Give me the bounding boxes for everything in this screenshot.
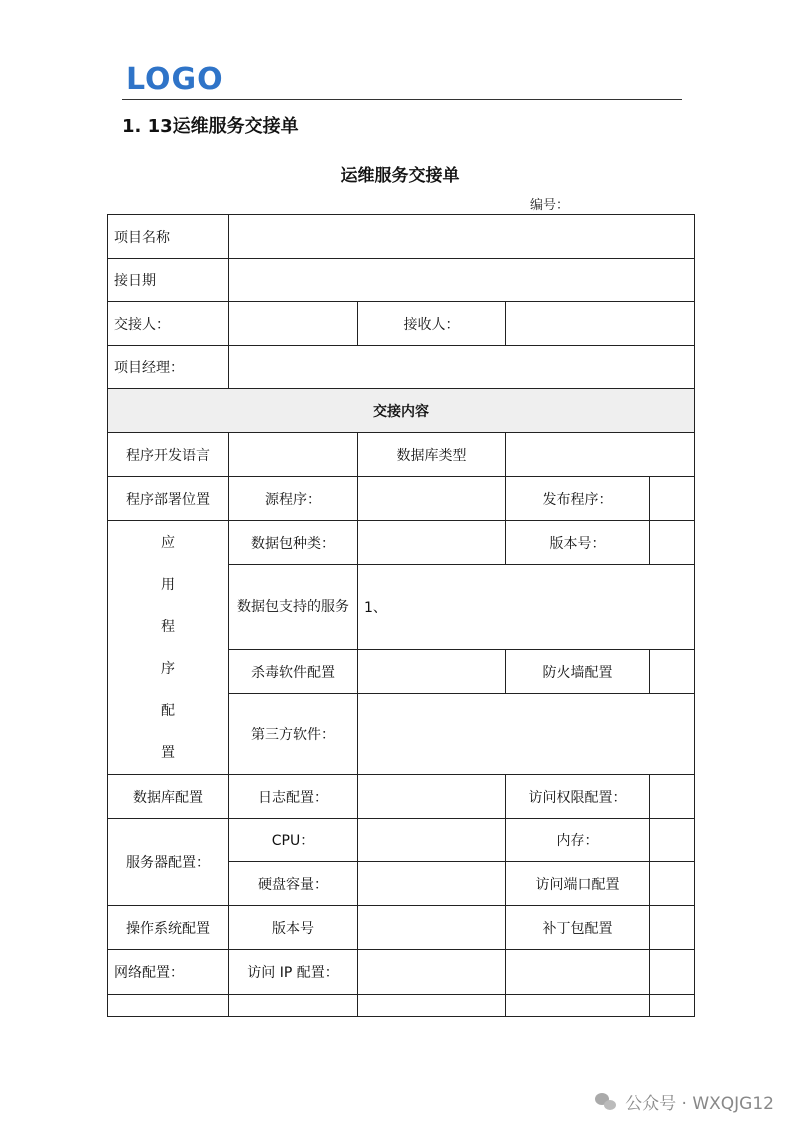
- receiver-label: 接收人：: [358, 302, 506, 346]
- access-ip-config-field[interactable]: [358, 950, 506, 995]
- network-extra-field[interactable]: [506, 950, 650, 995]
- row-server-cpu: [108, 819, 695, 862]
- section-title: 1. 13运维服务交接单: [122, 116, 299, 137]
- memory-label: 内存：: [506, 819, 650, 862]
- app-config-label: [108, 521, 229, 775]
- access-permission-config-label: 访问权限配置：: [506, 775, 650, 819]
- memory-field[interactable]: [650, 819, 695, 862]
- package-type-field[interactable]: [358, 521, 506, 565]
- db-type-label: 数据库类型: [358, 433, 506, 477]
- os-config-label: 操作系统配置: [108, 906, 229, 950]
- deploy-location-label: 程序部署位置: [108, 477, 229, 521]
- cpu-label: CPU：: [229, 819, 358, 862]
- row-network-config: [108, 950, 695, 995]
- app-config-char: 置: [161, 744, 175, 761]
- row-content-header: [108, 389, 695, 433]
- firewall-config-field[interactable]: [650, 650, 695, 694]
- db-type-field[interactable]: [506, 433, 695, 477]
- firewall-config-label: 防火墙配置: [506, 650, 650, 694]
- dev-language-field[interactable]: [229, 433, 358, 477]
- project-name-label: 项目名称: [108, 215, 229, 259]
- handover-date-label: 接日期: [108, 259, 229, 302]
- third-party-software-field[interactable]: [358, 694, 695, 775]
- watermark-text: 公众号 · WXQJG12: [625, 1094, 774, 1114]
- row-handover-date: [108, 259, 695, 302]
- row-persons: [108, 302, 695, 346]
- disk-capacity-field[interactable]: [358, 862, 506, 906]
- row-language-db: [108, 433, 695, 477]
- access-ip-config-label: 访问 IP 配置：: [229, 950, 358, 995]
- row-project-name: [108, 215, 695, 259]
- content-section-header: 交接内容: [108, 389, 695, 433]
- release-program-field[interactable]: [650, 477, 695, 521]
- patch-config-label: 补丁包配置: [506, 906, 650, 950]
- row-blank: [108, 995, 695, 1017]
- access-permission-config-field[interactable]: [650, 775, 695, 819]
- access-port-config-field[interactable]: [650, 862, 695, 906]
- header-divider: [122, 99, 682, 100]
- project-manager-field[interactable]: [229, 346, 695, 389]
- app-config-char: 序: [161, 660, 175, 677]
- row-project-manager: [108, 346, 695, 389]
- third-party-software-label: 第三方软件：: [229, 694, 358, 775]
- row-os-config: [108, 906, 695, 950]
- access-port-config-label: 访问端口配置: [506, 862, 650, 906]
- app-config-char: 程: [161, 618, 175, 635]
- app-config-char: 应: [161, 534, 175, 551]
- release-program-label: 发布程序：: [506, 477, 650, 521]
- dev-language-label: 程序开发语言: [108, 433, 229, 477]
- source-program-label: 源程序：: [229, 477, 358, 521]
- package-type-label: 数据包种类：: [229, 521, 358, 565]
- app-config-char: 配: [161, 702, 175, 719]
- package-services-field[interactable]: 1、: [358, 565, 695, 650]
- blank-cell[interactable]: [506, 995, 650, 1017]
- os-version-label: 版本号: [229, 906, 358, 950]
- blank-cell[interactable]: [108, 995, 229, 1017]
- package-services-label: 数据包支持的服务: [229, 565, 358, 650]
- blank-cell[interactable]: [650, 995, 695, 1017]
- row-package-type: [108, 521, 695, 565]
- project-name-field[interactable]: [229, 215, 695, 259]
- form-title: 运维服务交接单: [340, 166, 460, 186]
- blank-cell[interactable]: [358, 995, 506, 1017]
- source-program-field[interactable]: [358, 477, 506, 521]
- blank-cell[interactable]: [229, 995, 358, 1017]
- watermark: [595, 1089, 774, 1114]
- patch-config-field[interactable]: [650, 906, 695, 950]
- version-no-label: 版本号：: [506, 521, 650, 565]
- row-deploy: [108, 477, 695, 521]
- network-config-label: 网络配置：: [108, 950, 229, 995]
- project-manager-label: 项目经理：: [108, 346, 229, 389]
- row-db-config: [108, 775, 695, 819]
- version-no-field[interactable]: [650, 521, 695, 565]
- server-config-label: 服务器配置：: [108, 819, 229, 906]
- antivirus-config-field[interactable]: [358, 650, 506, 694]
- wechat-icon: [595, 1093, 617, 1111]
- cpu-field[interactable]: [358, 819, 506, 862]
- handover-form-table: [107, 214, 695, 1017]
- receiver-field[interactable]: [506, 302, 695, 346]
- handover-person-label: 交接人：: [108, 302, 229, 346]
- app-config-char: 用: [161, 576, 175, 593]
- network-extra-field-2[interactable]: [650, 950, 695, 995]
- disk-capacity-label: 硬盘容量：: [229, 862, 358, 906]
- db-config-label: 数据库配置: [108, 775, 229, 819]
- antivirus-config-label: 杀毒软件配置: [229, 650, 358, 694]
- handover-date-field[interactable]: [229, 259, 695, 302]
- logo: LOGO: [126, 62, 224, 97]
- serial-number-label: 编号：: [530, 198, 570, 213]
- handover-person-field[interactable]: [229, 302, 358, 346]
- log-config-field[interactable]: [358, 775, 506, 819]
- os-version-field[interactable]: [358, 906, 506, 950]
- log-config-label: 日志配置：: [229, 775, 358, 819]
